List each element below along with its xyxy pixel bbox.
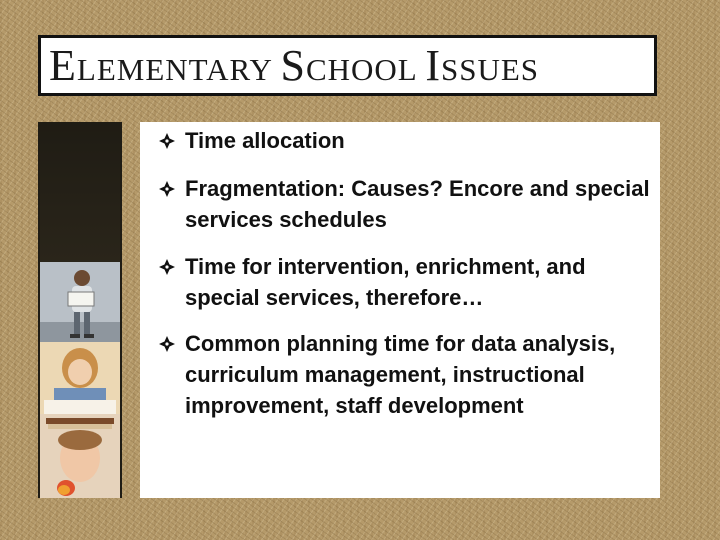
bullet-text: Common planning time for data analysis, curriculum management, instructional improvement, staff development [185, 331, 616, 418]
list-item [185, 251, 650, 313]
diamond-clover-bullet-icon [159, 336, 175, 352]
bullet-text: Fragmentation: Causes? Encore and special services schedules [185, 176, 650, 232]
content-panel [140, 122, 660, 498]
photo-strip [38, 122, 122, 498]
list-item [185, 173, 650, 235]
dark-photo [40, 122, 120, 262]
girl-writing-image [40, 342, 120, 414]
diamond-clover-bullet-icon [159, 181, 175, 197]
list-item [185, 125, 650, 156]
title-box [38, 35, 657, 96]
title-rest-2: CHOOL [305, 52, 417, 87]
title-cap-3: I [425, 41, 441, 90]
bullet-text: Time allocation [185, 128, 345, 153]
child-books-image [40, 414, 120, 498]
bullet-text: Time for intervention, enrichment, and special services, therefore… [185, 254, 586, 310]
child-books-photo [40, 414, 120, 498]
title-rest-1: LEMENTARY [76, 52, 272, 87]
boy-reading-image [40, 262, 120, 342]
list-item [185, 328, 650, 421]
diamond-clover-bullet-icon [159, 133, 175, 149]
girl-writing-photo [40, 342, 120, 414]
boy-reading-photo [40, 262, 120, 342]
diamond-clover-bullet-icon [159, 259, 175, 275]
title-rest-3: SSUES [440, 52, 540, 87]
title-cap-2: S [280, 41, 306, 90]
slide-title [49, 40, 539, 91]
title-cap-1: E [49, 41, 77, 90]
